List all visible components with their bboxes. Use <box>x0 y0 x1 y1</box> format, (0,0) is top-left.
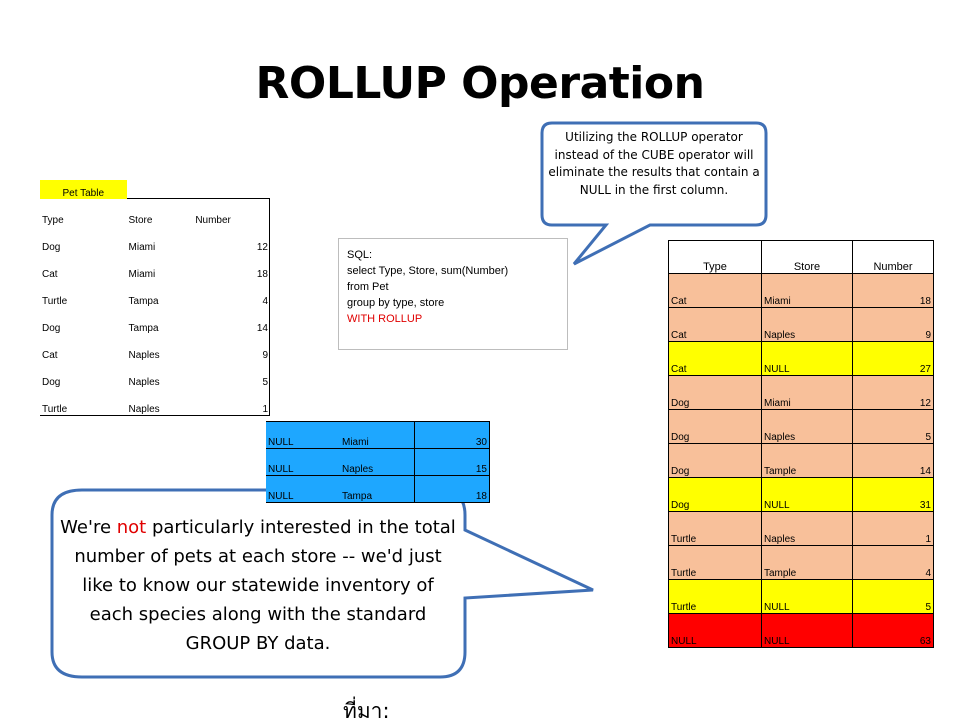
result-cell-type: Turtle <box>669 512 762 546</box>
result-cell-store: Naples <box>762 512 853 546</box>
result-cell-store: NULL <box>762 614 853 648</box>
store-cell-number: 15 <box>415 449 490 476</box>
table-row <box>40 334 270 361</box>
result-cell-store: Tample <box>762 444 853 478</box>
table-row <box>40 307 270 334</box>
pet-cell-type: Turtle <box>40 388 127 416</box>
table-row <box>40 361 270 388</box>
result-col-store: Store <box>762 241 853 274</box>
result-cell-number: 12 <box>853 376 934 410</box>
result-cell-type: NULL <box>669 614 762 648</box>
pet-cell-type: Cat <box>42 269 58 280</box>
pet-table-title: Pet Table <box>40 180 127 199</box>
table-row <box>40 280 270 307</box>
pet-cell-type: Cat <box>42 350 58 361</box>
rollup-result-table <box>668 240 934 648</box>
store-cell-store: Naples <box>340 449 415 476</box>
result-cell-store: NULL <box>762 478 853 512</box>
source-label: ที่มา: <box>343 699 390 723</box>
result-cell-store: Miami <box>762 376 853 410</box>
result-cell-store: Tample <box>762 546 853 580</box>
pet-table <box>40 180 270 416</box>
result-cell-number: 5 <box>853 580 934 614</box>
result-cell-number: 5 <box>853 410 934 444</box>
pet-cell-store: Miami <box>128 269 156 280</box>
result-cell-number: 1 <box>853 512 934 546</box>
pet-cell-store: Tampa <box>128 323 159 334</box>
pet-cell-number: 5 <box>193 361 269 388</box>
result-cell-type: Turtle <box>669 580 762 614</box>
table-row <box>40 253 270 280</box>
store-cell-number: 18 <box>415 476 490 503</box>
pet-cell-type: Turtle <box>42 296 68 307</box>
sql-line: select Type, Store, sum(Number) <box>347 265 509 277</box>
result-cell-number: 14 <box>853 444 934 478</box>
result-cell-store: NULL <box>762 342 853 376</box>
table-row <box>266 422 490 449</box>
table-row <box>669 478 934 512</box>
callout-bottom-text <box>60 513 456 658</box>
store-cell-type: NULL <box>266 422 340 449</box>
result-cell-store: Naples <box>762 410 853 444</box>
result-cell-store: Miami <box>762 274 853 308</box>
pet-table-col-type: Type <box>42 215 64 226</box>
pet-cell-type: Dog <box>42 323 61 334</box>
pet-table-col-number: Number <box>193 199 269 227</box>
pet-cell-number: 12 <box>193 226 269 253</box>
callout-top-text: Utilizing the ROLLUP operator instead of the CUBE operator will eliminate the results that contain a NULL in the first column. <box>548 130 760 197</box>
callout-bottom-part2: particularly interested in the total number of pets at each store -- we'd just like to know our statewide inventory of each species along with the standard GROUP BY data. <box>74 517 456 654</box>
store-totals-table <box>266 421 490 503</box>
result-col-type: Type <box>669 241 762 274</box>
result-cell-number: 4 <box>853 546 934 580</box>
result-cell-number: 31 <box>853 478 934 512</box>
table-row <box>669 512 934 546</box>
pet-cell-store: Naples <box>128 377 160 388</box>
pet-table-col-store: Store <box>127 199 194 227</box>
page-title: ROLLUP Operation <box>255 58 705 109</box>
callout-bottom-part1: We're <box>60 517 117 538</box>
sql-rollup-line: WITH ROLLUP <box>347 313 423 325</box>
store-cell-store: Miami <box>340 422 415 449</box>
pet-cell-type: Dog <box>42 242 61 253</box>
callout-bottom-emphasis: not <box>116 517 147 538</box>
pet-cell-type: Dog <box>42 377 61 388</box>
result-cell-number: 9 <box>853 308 934 342</box>
store-cell-store: Tampa <box>340 476 415 503</box>
result-cell-type: Dog <box>669 376 762 410</box>
result-cell-type: Turtle <box>669 546 762 580</box>
result-col-number: Number <box>853 241 934 274</box>
result-cell-type: Cat <box>669 342 762 376</box>
result-cell-number: 27 <box>853 342 934 376</box>
pet-cell-store: Tampa <box>128 296 159 307</box>
table-row <box>669 580 934 614</box>
table-row <box>669 614 934 648</box>
sql-label: SQL: <box>347 249 373 261</box>
result-cell-type: Dog <box>669 478 762 512</box>
result-cell-type: Dog <box>669 410 762 444</box>
table-row <box>40 226 270 253</box>
pet-cell-number: 9 <box>193 334 269 361</box>
table-row <box>669 444 934 478</box>
result-cell-number: 63 <box>853 614 934 648</box>
table-row <box>669 274 934 308</box>
result-cell-store: NULL <box>762 580 853 614</box>
result-cell-store: Naples <box>762 308 853 342</box>
table-row <box>266 449 490 476</box>
store-cell-type: NULL <box>266 449 340 476</box>
sql-line: group by type, store <box>347 297 445 309</box>
pet-cell-store: Naples <box>128 350 160 361</box>
store-cell-number: 30 <box>415 422 490 449</box>
table-row <box>669 308 934 342</box>
table-row <box>669 546 934 580</box>
pet-cell-store: Miami <box>128 242 156 253</box>
table-row <box>669 410 934 444</box>
store-cell-type: NULL <box>266 476 340 503</box>
sql-box <box>338 238 568 350</box>
result-cell-number: 18 <box>853 274 934 308</box>
result-cell-type: Cat <box>669 308 762 342</box>
table-row <box>266 476 490 503</box>
pet-cell-number: 1 <box>193 388 269 416</box>
pet-cell-number: 4 <box>193 280 269 307</box>
pet-cell-store: Naples <box>127 388 194 416</box>
result-cell-type: Dog <box>669 444 762 478</box>
pet-cell-number: 14 <box>193 307 269 334</box>
table-row <box>669 376 934 410</box>
table-row <box>669 342 934 376</box>
table-row <box>40 388 270 416</box>
result-cell-type: Cat <box>669 274 762 308</box>
pet-cell-number: 18 <box>193 253 269 280</box>
sql-line: from Pet <box>347 281 389 293</box>
